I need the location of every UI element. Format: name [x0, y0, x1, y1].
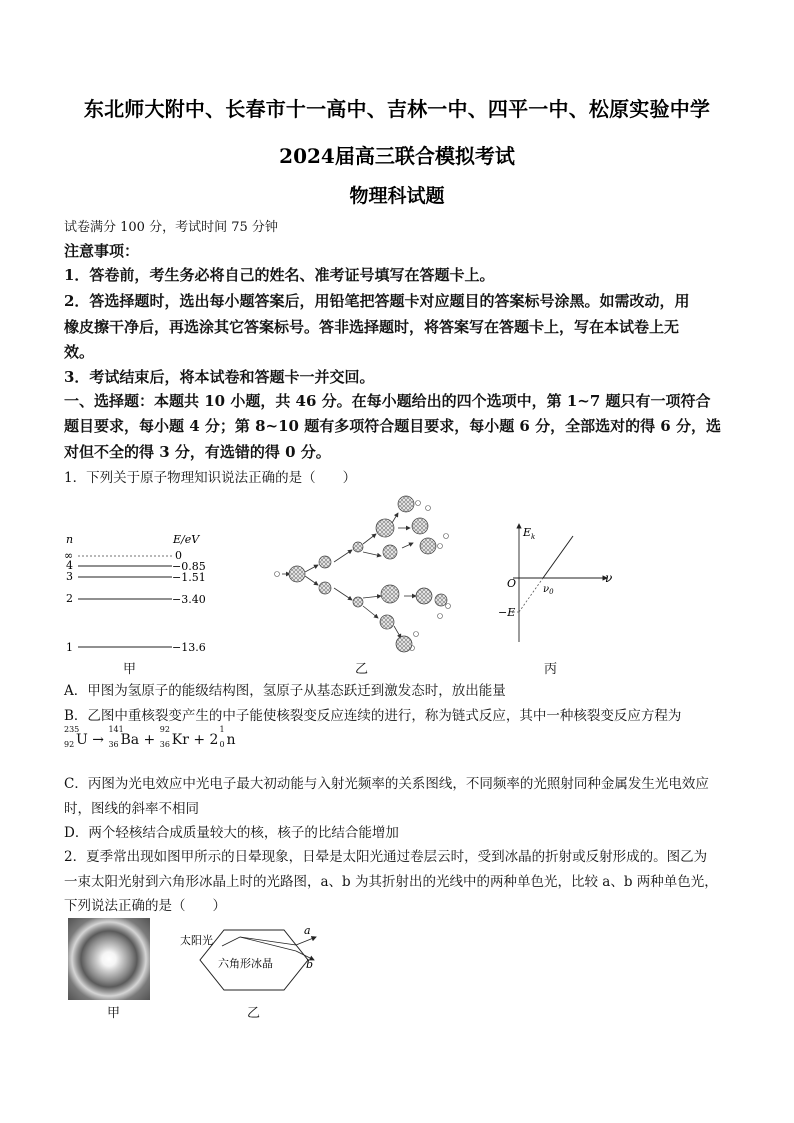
level-n-4: 4	[66, 559, 73, 572]
header-subject: 物理科试题	[349, 185, 445, 207]
level-n-inf: ∞	[64, 549, 74, 562]
ray-b-label: b	[306, 958, 314, 971]
level-e-inf: 0	[175, 549, 182, 562]
chain-reaction-diagram	[268, 488, 468, 663]
q1-option-a: A．甲图为氢原子的能级结构图，氢原子从基态跃迁到激发态时，放出能量	[64, 683, 506, 699]
uranium-nucleus	[289, 566, 305, 582]
level-e-3: −1.51	[172, 571, 206, 584]
exam-info: 试卷满分 100 分，考试时间 75 分钟	[64, 220, 278, 235]
q1-stem: 1．下列关于原子物理知识说法正确的是（ ）	[64, 470, 357, 486]
ray-a-out	[296, 937, 316, 945]
section1-line-2: 题目要求，每小题 4 分；第 8~10 题有多项符合题目要求，每小题 6 分，全部选对的得 6 分，选	[64, 417, 721, 435]
fig-jia-caption: 甲	[123, 662, 137, 677]
fig-bing-caption: 丙	[544, 662, 558, 677]
notice-item-1: 1．答卷前，考生务必将自己的姓名、准考证号填写在答题卡上。	[64, 266, 495, 284]
notice-item-2-cont: 橡皮擦干净后，再选涂其它答案标号。答非选择题时，将答案写在答题卡上，写在本试卷上无	[64, 318, 680, 336]
header-exam-name: 2024届高三联合模拟考试	[279, 144, 515, 168]
q1-option-d: D．两个轻核结合成质量较大的核，核子的比结合能增加	[64, 825, 399, 841]
notice-title: 注意事项：	[64, 242, 140, 260]
level-e-1: −13.6	[172, 641, 206, 654]
origin-label: O	[507, 577, 517, 590]
header-schools: 东北师大附中、长春市十一高中、吉林一中、四平一中、松原实验中学	[83, 97, 711, 121]
q2-fig-yi-caption: 乙	[247, 1006, 261, 1021]
fission-equation: 235 92 U → 141 36 Ba + 92 36 Kr + 2 1 0 n	[64, 725, 236, 749]
q1-option-c-1: C．丙图为光电效应中光电子最大初动能与入射光频率的关系图线，不同频率的光照射同种金属发生光电效应	[64, 776, 709, 792]
q2-stem-1: 2．夏季常出现如图甲所示的日晕现象，日晕是太阳光通过卷层云时，受到冰晶的折射或反射形成的。图乙为	[64, 849, 708, 865]
notice-item-2: 2．答选择题时，选出每小题答案后，用铅笔把答题卡对应题目的答案标号涂黑。如需改动，用	[64, 292, 690, 310]
ek-label: $E_k$	[523, 526, 536, 541]
section1-line-1: 一、选择题：本题共 10 小题，共 46 分。在每小题给出的四个选项中，第 1~7 题只有一项符合	[64, 392, 711, 410]
ray-a-label: a	[304, 924, 311, 937]
q2-stem-3: 下列说法正确的是（ ）	[64, 898, 226, 914]
q2-stem-2: 一束太阳光射到六角形冰晶上时的光路图，a、b 为其折射出的光线中的两种单色光，比较 a、b 两种单色光，	[64, 874, 718, 890]
crystal-label: 六角形冰晶	[218, 957, 273, 970]
sunlight-label: 太阳光	[180, 934, 213, 947]
n-label: n	[66, 533, 74, 546]
q1-option-c-2: 时，图线的斜率不相同	[64, 801, 199, 817]
level-n-1: 1	[66, 641, 73, 654]
e-label: E/eV	[173, 533, 200, 546]
level-n-2: 2	[66, 592, 73, 605]
nu-label: ν	[605, 571, 613, 585]
section1-line-3: 对但不全的得 3 分，有选错的得 0 分。	[64, 443, 331, 461]
photoelectric-graph	[495, 520, 625, 655]
energy-level-diagram	[60, 530, 260, 660]
level-n-3: 3	[66, 570, 73, 583]
fig-yi-caption: 乙	[355, 662, 369, 677]
notice-item-3: 3．考试结束后，将本试卷和答题卡一并交回。	[64, 368, 375, 386]
level-e-4: −0.85	[172, 560, 206, 573]
extrapolated-line	[519, 578, 543, 612]
ice-crystal-diagram	[178, 920, 338, 1000]
notice-item-2-end: 效。	[64, 343, 95, 361]
neg-e-label: −E	[498, 606, 516, 619]
level-e-2: −3.40	[172, 593, 206, 606]
ek-line	[543, 536, 573, 578]
nu0-label: $\nu_0$	[543, 584, 554, 596]
q2-fig-jia-caption: 甲	[107, 1006, 121, 1021]
sun-halo-photo	[68, 918, 150, 1000]
q1-option-b: B．乙图中重核裂变产生的中子能使核裂变反应连续的进行，称为链式反应，其中一种核裂变反应方程为	[64, 708, 682, 724]
